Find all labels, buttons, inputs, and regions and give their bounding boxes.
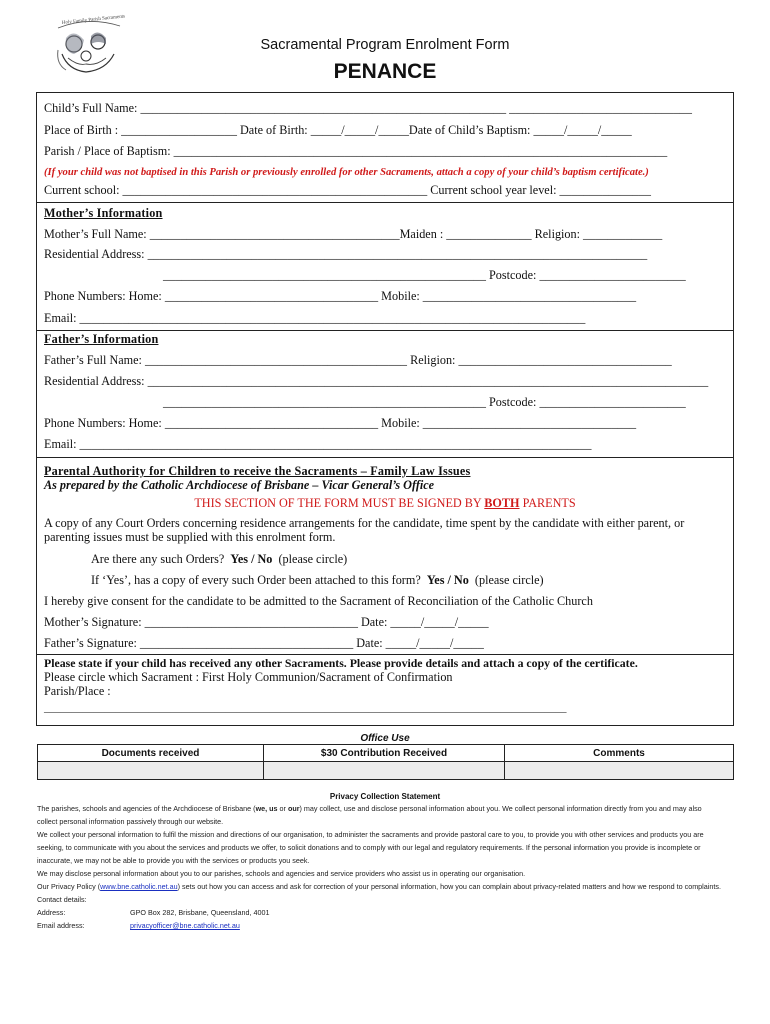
- email-label: Email address:: [37, 921, 85, 930]
- father-name-field[interactable]: Father’s Full Name: ___________________________________________ Religion: ___________________________________: [44, 353, 672, 367]
- table-header: Documents received: [38, 745, 264, 762]
- court-orders-question: Are there any such Orders? Yes / No (please circle): [91, 552, 348, 566]
- other-sacraments-heading: Please state if your child has received any other Sacraments. Please provide details and attach a copy of the certificate.: [44, 656, 638, 670]
- divider: [36, 330, 734, 331]
- father-email-field[interactable]: Email: ____________________________________________________________________________________: [44, 437, 592, 451]
- mother-heading: Mother’s Information: [44, 206, 163, 220]
- mother-name-field[interactable]: Mother’s Full Name: _________________________________________Maiden : ______________ Religion: _____________: [44, 227, 663, 241]
- both-parents-notice: THIS SECTION OF THE FORM MUST BE SIGNED BY BOTH PARENTS: [194, 496, 576, 510]
- privacy-paragraph: collect personal information passively through our website.: [37, 817, 224, 826]
- father-phone-field[interactable]: Phone Numbers: Home: ___________________________________ Mobile: ___________________________________: [44, 416, 637, 430]
- documents-received-cell[interactable]: [38, 762, 264, 780]
- privacy-paragraph: Our Privacy Policy (www.bne.catholic.net.au) sets out how you can access and ask for correction of your personal information, how you can complain about privacy-related matters and how we respond to complaints.: [37, 882, 721, 891]
- court-orders-text: A copy of any Court Orders concerning residence arrangements for the candidate, time spent by the candidate with either parent, or: [44, 516, 685, 530]
- privacy-paragraph: We collect your personal information to fulfil the mission and directions of our organisation, to administer the sacraments and provide pastoral care to you, to provide you with other services and products you are: [37, 830, 704, 839]
- mother-address-field[interactable]: Residential Address: __________________________________________________________________________________: [44, 247, 648, 261]
- baptism-certificate-note: (If your child was not baptised in this Parish or previously enrolled for other Sacraments, attach a copy of your child’s baptism certificate.): [44, 167, 649, 178]
- divider: [36, 457, 734, 458]
- address-value: GPO Box 282, Brisbane, Queensland, 4001: [130, 908, 270, 917]
- parental-authority-subheading: As prepared by the Catholic Archdiocese of Brisbane – Vicar General’s Office: [44, 478, 435, 492]
- divider: [36, 202, 734, 203]
- consent-statement: I hereby give consent for the candidate to be admitted to the Sacrament of Reconciliation of the Catholic Church: [44, 594, 593, 608]
- father-postcode-field[interactable]: _____________________________________________________ Postcode: ________________________: [163, 395, 686, 409]
- yes-no-choice[interactable]: Yes / No: [230, 552, 273, 566]
- privacy-policy-link[interactable]: www.bne.catholic.net.au: [100, 882, 178, 891]
- privacy-paragraph: The parishes, schools and agencies of the Archdiocese of Brisbane (we, us or our) may collect, use and disclose personal information about you. We collect personal information directly from you and may also: [37, 804, 702, 813]
- office-use-title: Office Use: [360, 733, 410, 744]
- other-parish-label: Parish/Place :: [44, 684, 111, 698]
- divider: [36, 654, 734, 655]
- parental-authority-heading: Parental Authority for Children to receive the Sacraments – Family Law Issues: [44, 464, 471, 478]
- privacy-title: Privacy Collection Statement: [329, 792, 441, 801]
- mother-postcode-field[interactable]: _____________________________________________________ Postcode: ________________________: [163, 268, 686, 282]
- form-title: Sacramental Program Enrolment Form: [260, 37, 510, 53]
- comments-cell[interactable]: [505, 762, 734, 780]
- sacrament-circle-text[interactable]: Please circle which Sacrament : First Holy Communion/Sacrament of Confirmation: [44, 670, 453, 684]
- mother-signature-field[interactable]: Mother’s Signature: ___________________________________ Date: _____/_____/_____: [44, 615, 489, 629]
- court-orders-text-cont: parenting issues must be supplied with this enrolment form.: [44, 530, 336, 544]
- privacy-paragraph: seeking, to communicate with you about the services and products we offer, to solicit donations and to comply with our legal and regulatory requirements. If the personal information you provide is incomplete or: [37, 843, 701, 852]
- table-header: Comments: [505, 745, 734, 762]
- birth-baptism-dates-field[interactable]: Place of Birth : ___________________ Date of Birth: _____/_____/_____Date of Child’s Baptism: _____/_____/_____: [44, 123, 632, 137]
- father-address-field[interactable]: Residential Address: ____________________________________________________________________________________________: [44, 374, 709, 388]
- orders-attached-question: If ‘Yes’, has a copy of every such Order been attached to this form? Yes / No (please circle): [91, 573, 544, 587]
- current-school-field[interactable]: Current school: __________________________________________________ Current school year level: _______________: [44, 183, 651, 197]
- contribution-received-cell[interactable]: [264, 762, 505, 780]
- table-header: $30 Contribution Received: [264, 745, 505, 762]
- svg-text:Holy Family Parish Sacraments: Holy Family Parish Sacraments: [61, 14, 126, 26]
- sacrament-title: PENANCE: [333, 60, 437, 83]
- contact-heading: Contact details:: [37, 895, 87, 904]
- mother-email-field[interactable]: Email: ___________________________________________________________________________________: [44, 311, 586, 325]
- mother-phone-field[interactable]: Phone Numbers: Home: ___________________________________ Mobile: ___________________________________: [44, 289, 637, 303]
- child-full-name-field[interactable]: Child’s Full Name: ____________________________________________________________ ______________________________: [44, 101, 692, 115]
- yes-no-choice[interactable]: Yes / No: [426, 573, 469, 587]
- father-heading: Father’s Information: [44, 332, 159, 346]
- privacy-email-link[interactable]: privacyofficer@bne.catholic.net.au: [130, 921, 240, 930]
- father-signature-field[interactable]: Father’s Signature: ___________________________________ Date: _____/_____/_____: [44, 636, 484, 650]
- parish-of-baptism-field[interactable]: Parish / Place of Baptism: _________________________________________________________________________________: [44, 144, 668, 158]
- privacy-paragraph: We may disclose personal information about you to our parishes, schools and agencies and service providers who assist us in operating our organisation.: [37, 869, 526, 878]
- office-use-table: [37, 744, 734, 780]
- address-label: Address:: [37, 908, 66, 917]
- privacy-paragraph: inaccurate, we may not be able to provide you with the services or products you seek.: [37, 856, 310, 865]
- other-parish-field[interactable]: _______________________________________________________________________________________________: [44, 702, 567, 714]
